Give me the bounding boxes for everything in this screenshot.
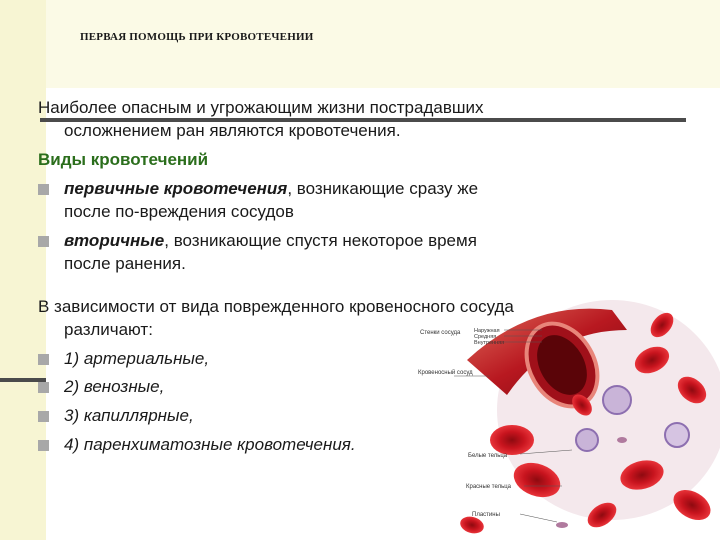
types-heading: Виды кровотечений	[38, 150, 209, 169]
item-rest: , возникающие спустя некоторое время	[164, 231, 477, 250]
white-cell	[665, 423, 689, 447]
item-line-2: после ранения.	[64, 254, 186, 273]
bullet-square-icon	[38, 236, 49, 247]
bullet-square-icon	[38, 184, 49, 195]
classification-line-2: различают:	[64, 320, 153, 339]
vessel-type-label: 2) венозные,	[64, 377, 165, 396]
label-wall: Стенки сосуда	[420, 330, 461, 336]
label-red: Красные тельца	[466, 484, 512, 490]
slide-title: ПЕРВАЯ ПОМОЩЬ ПРИ КРОВОТЕЧЕНИИ	[80, 31, 314, 43]
vessel-type-label: 3) капиллярные,	[64, 406, 194, 425]
item-term: вторичные	[64, 231, 165, 250]
list-item	[38, 404, 194, 427]
label-vessel: Кровеносный сосуд	[418, 370, 473, 376]
platelet	[556, 522, 568, 528]
title-band	[46, 0, 720, 88]
list-item	[38, 177, 478, 223]
vessel-type-label: 4) паренхиматозные кровотечения.	[64, 435, 356, 454]
label-white: Белые тельца	[468, 453, 508, 459]
bullet-square-icon	[38, 354, 49, 365]
list-item	[38, 433, 356, 456]
label-inner: Внутренняя	[474, 340, 505, 346]
item-line-2: после по-вреждения сосудов	[64, 202, 294, 221]
item-rest: , возникающие сразу же	[287, 179, 479, 198]
list-item	[38, 375, 164, 398]
annotation-line	[520, 514, 557, 522]
bullet-square-icon	[38, 440, 49, 451]
bullet-square-icon	[38, 382, 49, 393]
label-platelets: Пластины	[472, 512, 500, 518]
red-cell	[490, 425, 534, 455]
white-cell	[576, 429, 598, 451]
platelet	[617, 437, 627, 443]
blood-vessel-illustration	[412, 300, 720, 540]
bullet-square-icon	[38, 411, 49, 422]
label-middle: Средняя	[474, 334, 497, 340]
item-term: первичные кровотечения	[64, 179, 288, 198]
vessel-type-label: 1) артериальные,	[64, 349, 210, 368]
intro-line-2: осложнением ран являются кровотечения.	[64, 121, 401, 140]
classification-line-1: В зависимости от вида поврежденного кровеносного сосуда	[38, 297, 514, 316]
label-outer: Наружная	[474, 328, 500, 334]
list-item	[38, 347, 209, 370]
intro-paragraph	[38, 96, 484, 142]
list-item	[38, 229, 477, 275]
white-cell	[603, 386, 631, 414]
intro-line-1: Наиболее опасным и угрожающим жизни пострадавших	[38, 98, 484, 117]
